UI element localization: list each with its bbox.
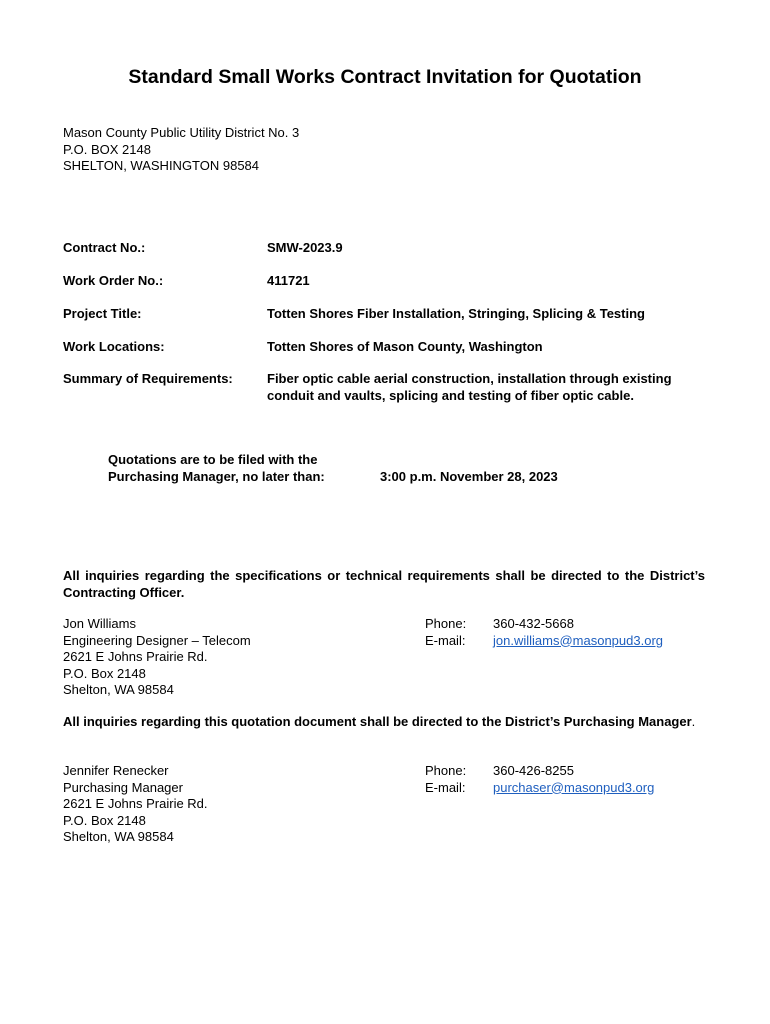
contact-city: Shelton, WA 98584 <box>63 829 174 844</box>
contract-number-label: Contract No.: <box>63 240 146 255</box>
contact-name: Jennifer Renecker <box>63 763 169 778</box>
technical-inquiries-text: All inquiries regarding the specifications or technical requirements shall be directed to the District’s Contracting Officer. <box>63 568 705 600</box>
quotation-inquiries-sentence: All inquiries regarding this quotation document shall be directed to the District’s Purchasing Manager <box>63 714 692 729</box>
deadline-line-1: Quotations are to be filed with the <box>108 452 318 467</box>
contact-name: Jon Williams <box>63 616 136 631</box>
summary-value: Fiber optic cable aerial construction, installation through existing conduit and vaults, splicing and testing of fiber optic cable. <box>267 371 672 403</box>
email-link[interactable]: jon.williams@masonpud3.org <box>493 632 663 648</box>
email-link[interactable]: purchaser@masonpud3.org <box>493 779 655 795</box>
deadline-value: 3:00 p.m. November 28, 2023 <box>380 469 558 484</box>
project-title-value: Totten Shores Fiber Installation, Stringing, Splicing & Testing <box>267 306 645 321</box>
phone-label: Phone: <box>425 763 467 778</box>
contact-street: 2621 E Johns Prairie Rd. <box>63 649 208 664</box>
work-order-label: Work Order No.: <box>63 273 164 288</box>
contracting-officer-contact <box>63 616 251 699</box>
deadline-line-2: Purchasing Manager, no later than: <box>108 468 325 484</box>
deadline-text <box>108 452 325 485</box>
issuer-pobox: P.O. BOX 2148 <box>63 141 151 157</box>
summary-label: Summary of Requirements: <box>63 371 233 386</box>
contracting-officer-labels <box>425 616 466 649</box>
quotation-inquiries-text <box>63 714 705 731</box>
phone-value: 360-432-5668 <box>493 616 574 631</box>
contact-role: Purchasing Manager <box>63 779 183 795</box>
contract-number-value: SMW-2023.9 <box>267 240 343 255</box>
work-order-value: 411721 <box>267 273 310 288</box>
document-title: Standard Small Works Contract Invitation for Quotation <box>128 66 642 88</box>
issuer-name: Mason County Public Utility District No. 3 <box>63 125 300 140</box>
phone-value: 360-426-8255 <box>493 763 574 778</box>
quotation-inquiries-period: . <box>691 714 696 729</box>
email-label: E-mail: <box>425 632 466 648</box>
contact-pobox: P.O. Box 2148 <box>63 812 146 828</box>
email-label: E-mail: <box>425 779 466 795</box>
contact-street: 2621 E Johns Prairie Rd. <box>63 796 208 811</box>
project-title-label: Project Title: <box>63 306 142 321</box>
purchasing-manager-values <box>493 763 654 796</box>
work-locations-value: Totten Shores of Mason County, Washington <box>267 339 543 354</box>
issuer-city: SHELTON, WASHINGTON 98584 <box>63 158 260 173</box>
purchasing-manager-contact <box>63 763 208 846</box>
contact-city: Shelton, WA 98584 <box>63 682 174 697</box>
purchasing-manager-labels <box>425 763 466 796</box>
work-locations-label: Work Locations: <box>63 339 165 354</box>
contact-role: Engineering Designer – Telecom <box>63 632 251 648</box>
phone-label: Phone: <box>425 616 467 631</box>
contracting-officer-values <box>493 616 663 649</box>
issuer-address <box>63 125 299 175</box>
contact-pobox: P.O. Box 2148 <box>63 665 146 681</box>
